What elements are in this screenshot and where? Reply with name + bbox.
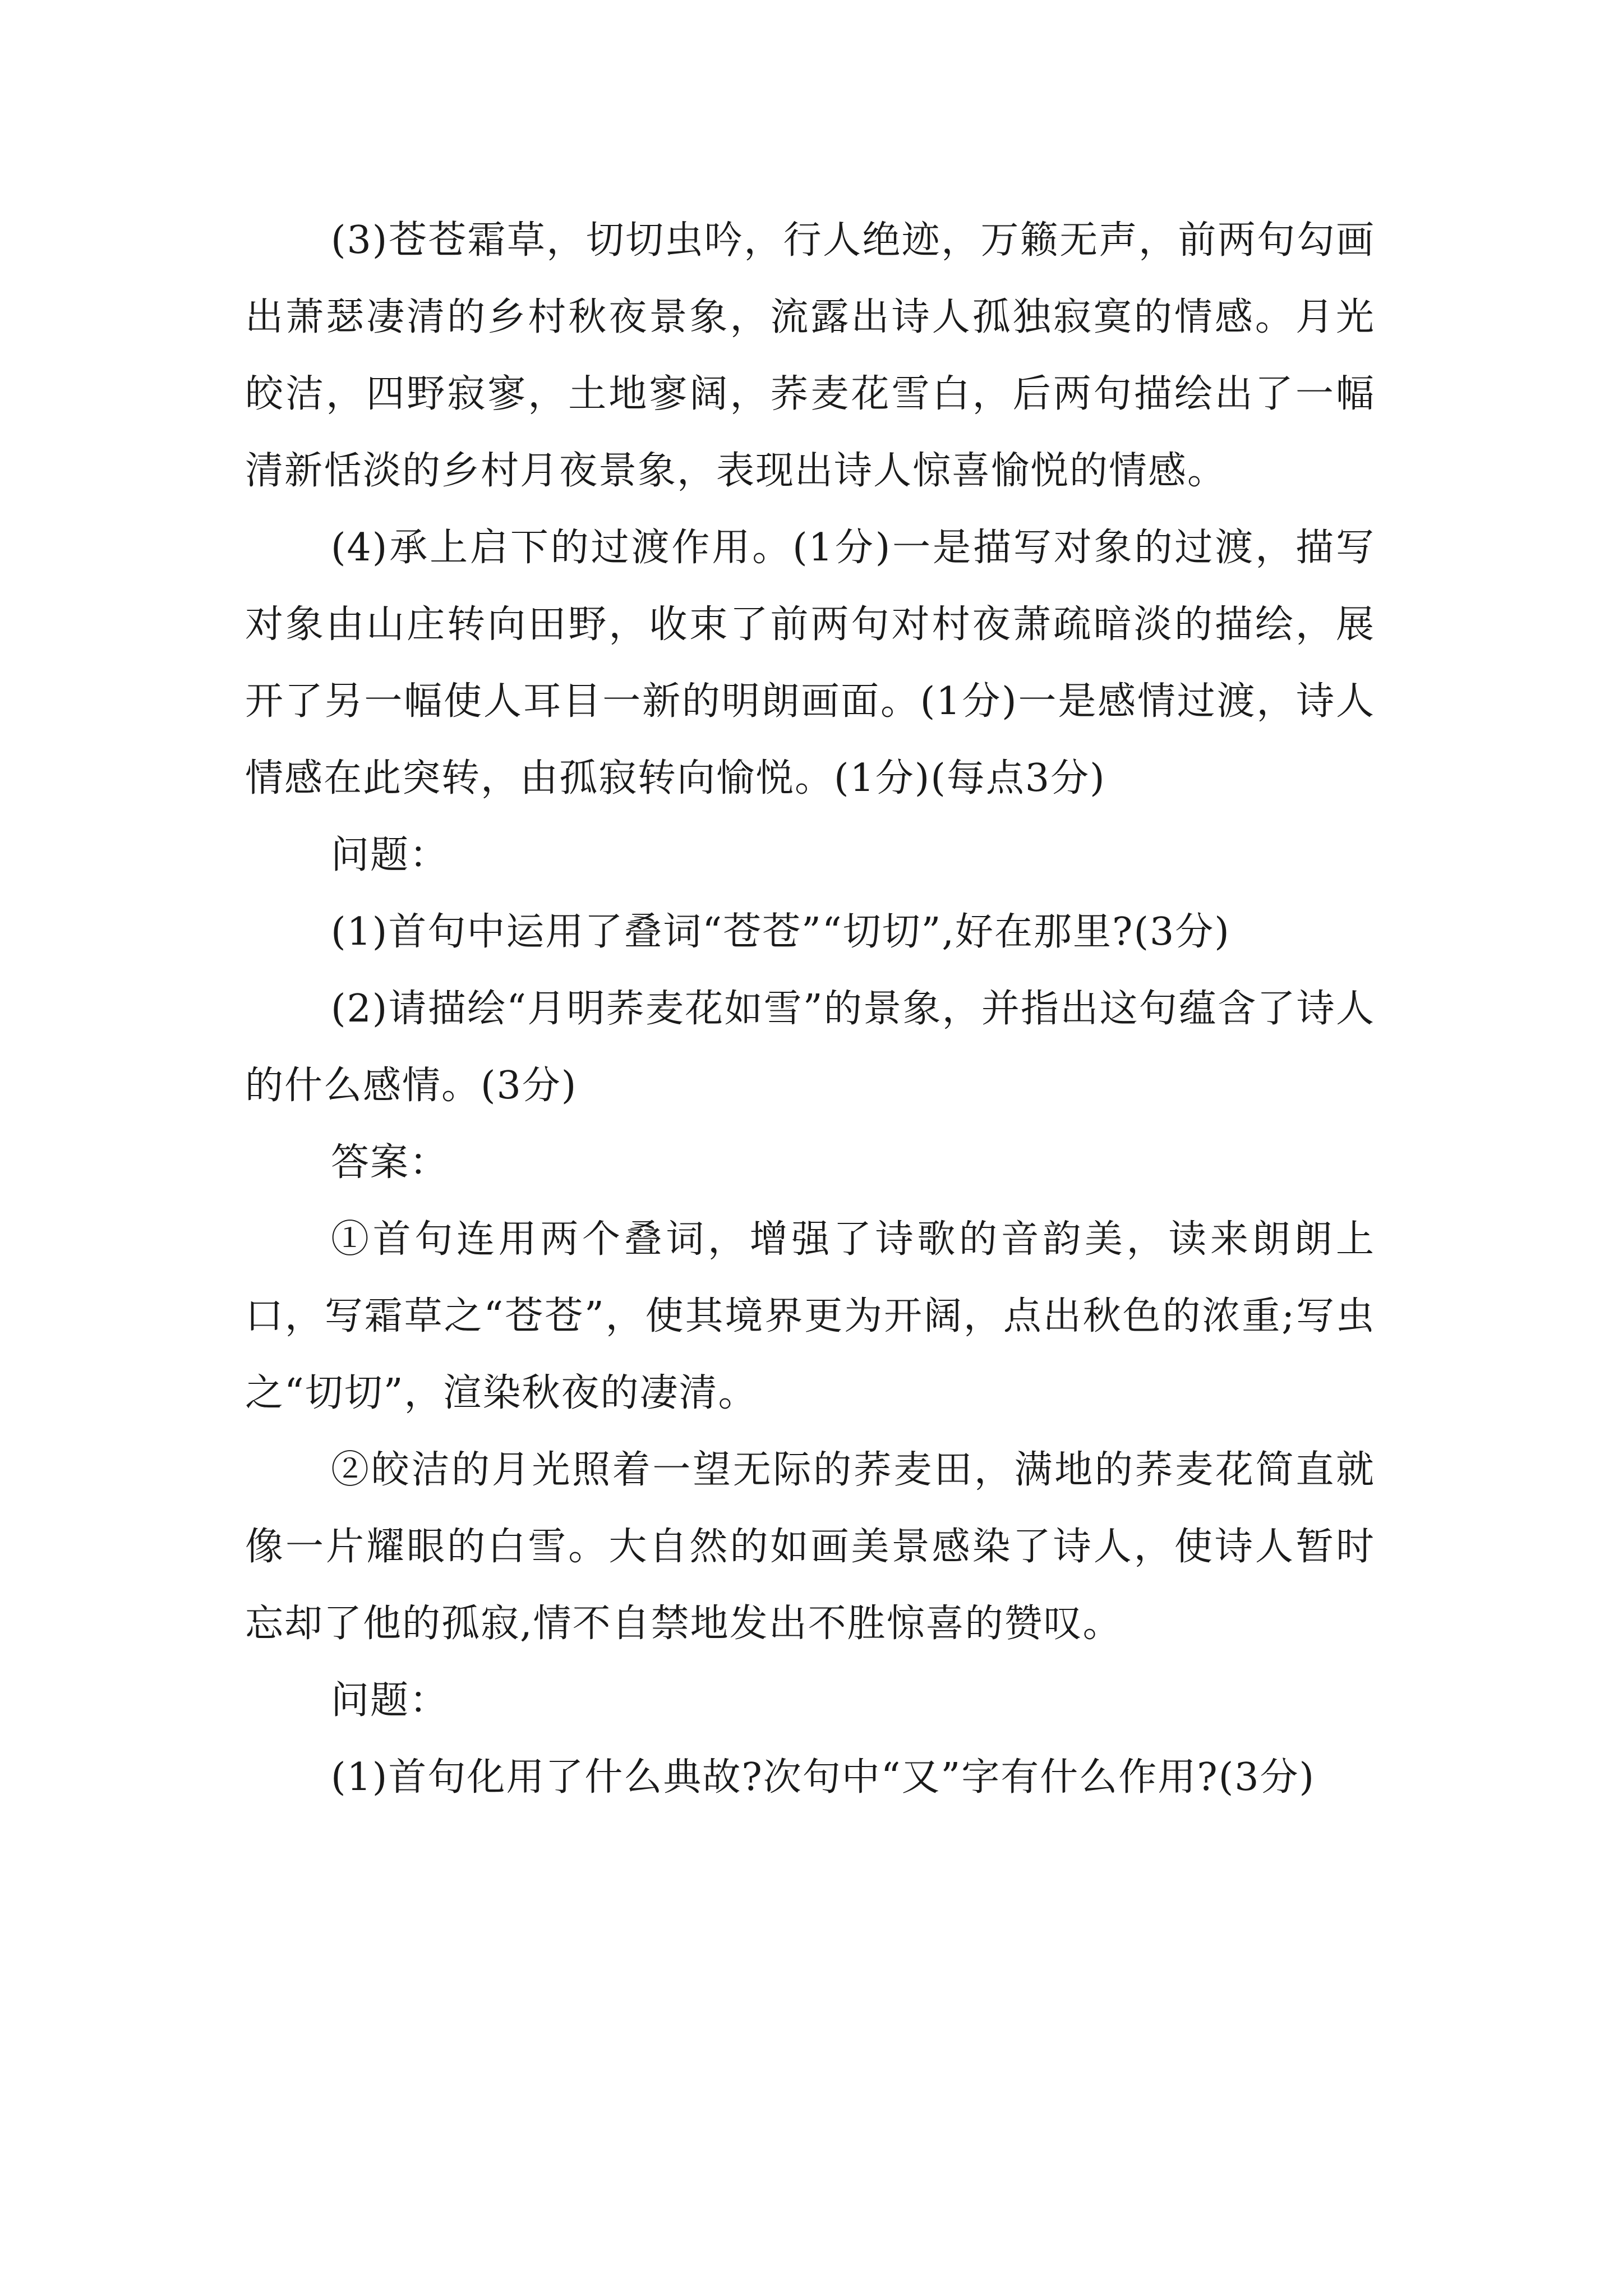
paragraph-answer-circle-1: ①首句连用两个叠词，增强了诗歌的音韵美，读来朗朗上口，写霜草之“苍苍”，使其境界更为开阔，点出秋色的浓重;写虫之“切切”，渲染秋夜的凄清。 — [245, 1217, 1375, 1415]
heading-answer: 答案： — [331, 1140, 449, 1185]
paragraph-question-1: (1)首句中运用了叠词“苍苍”“切切”,好在那里?(3分) — [331, 910, 1230, 954]
heading-question-2: 问题： — [331, 1678, 449, 1723]
heading-question: 问题： — [331, 833, 449, 877]
paragraph-answer-3: (3)苍苍霜草，切切虫吟，行人绝迹，万籁无声，前两句勾画出萧瑟凄清的乡村秋夜景象，流露出诗人孤独寂寞的情感。月光皎洁，四野寂寥，土地寥阔，荞麦花雪白，后两句描绘出了一幅清新恬淡的乡村月夜景象，表现出诗人惊喜愉悦的情感。 — [245, 218, 1375, 493]
paragraph-answer-4: (4)承上启下的过渡作用。(1分)一是描写对象的过渡，描写对象由山庄转向田野，收束了前两句对村夜萧疏暗淡的描绘，展开了另一幅使人耳目一新的明朗画面。(1分)一是感情过渡，诗人情感在此突转，由孤寂转向愉悦。(1分)(每点3分) — [245, 526, 1375, 800]
paragraph-question-2: (2)请描绘“月明荞麦花如雪”的景象，并指出这句蕴含了诗人的什么感情。(3分) — [245, 987, 1375, 1108]
document-body — [245, 202, 1375, 1816]
paragraph-question-next-1: (1)首句化用了什么典故?次句中“又”字有什么作用?(3分) — [331, 1755, 1316, 1800]
paragraph-answer-circle-2: ②皎洁的月光照着一望无际的荞麦田，满地的荞麦花简直就像一片耀眼的白雪。大自然的如画美景感染了诗人，使诗人暂时忘却了他的孤寂,情不自禁地发出不胜惊喜的赞叹。 — [245, 1448, 1375, 1646]
